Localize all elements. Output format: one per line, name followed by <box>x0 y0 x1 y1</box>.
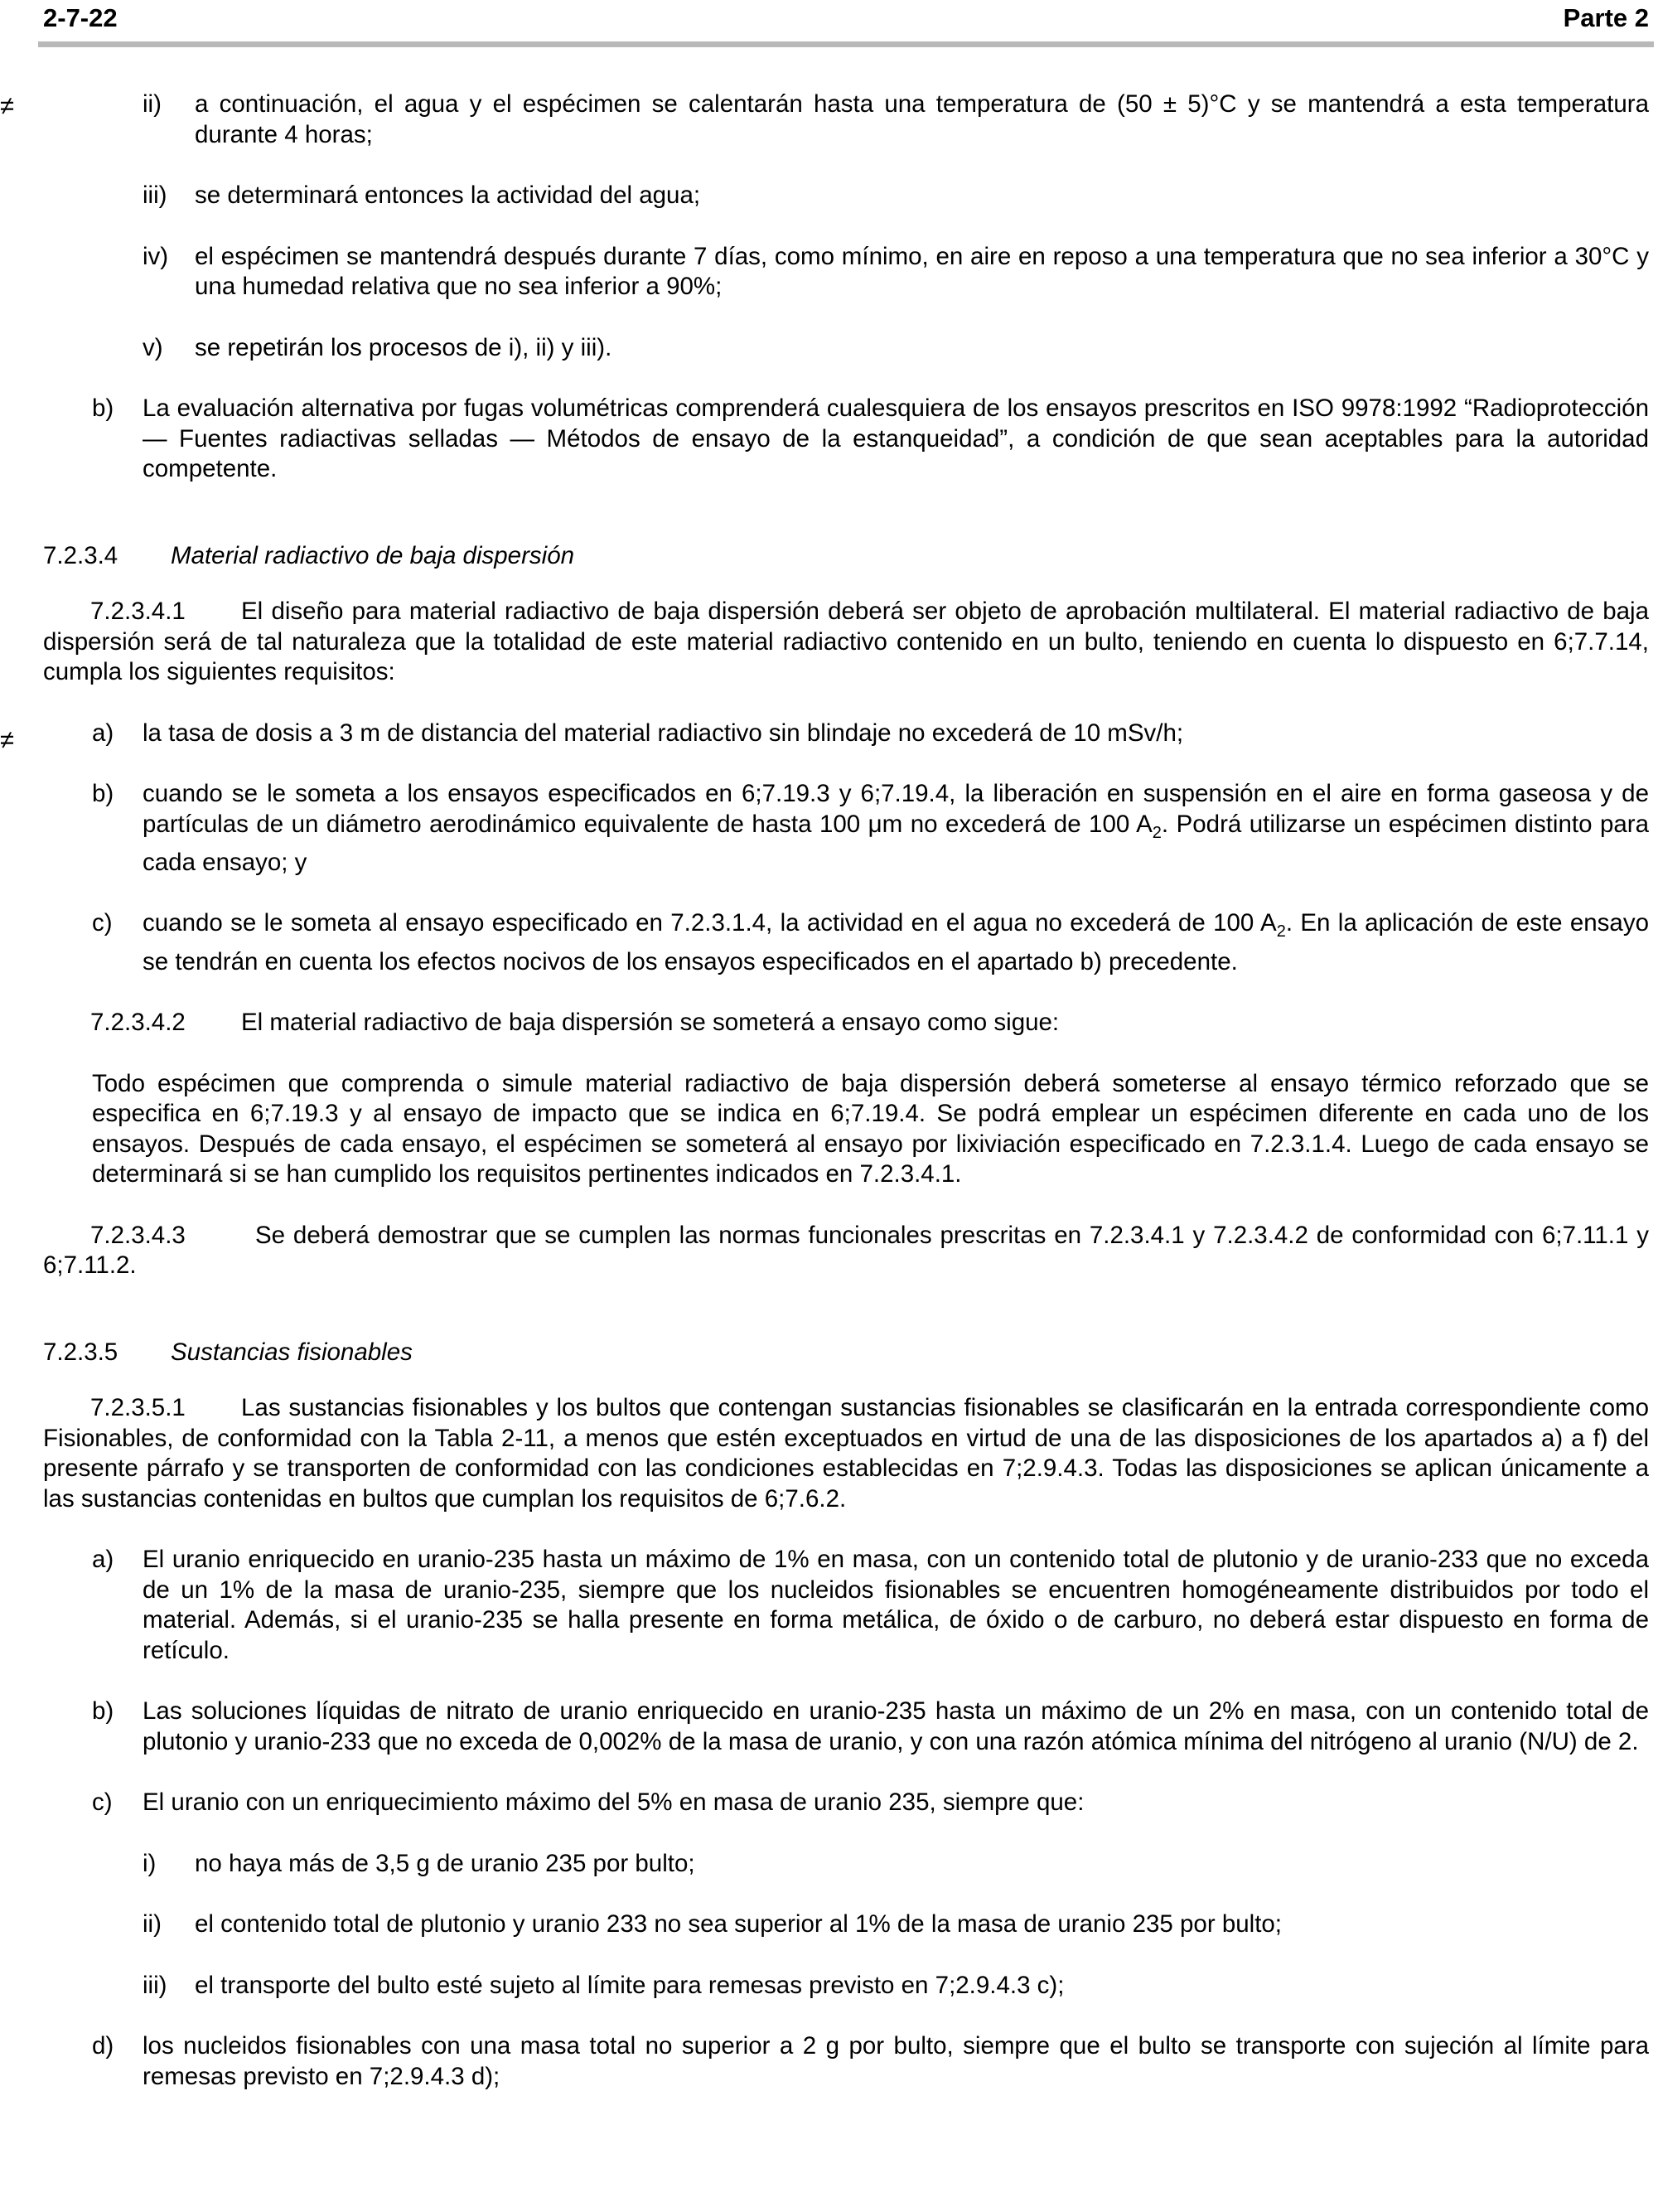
roman-list <box>143 90 1649 363</box>
list-item <box>143 1971 1649 2001</box>
part-label: Parte 2 <box>1563 3 1649 32</box>
roman-list <box>143 1849 1649 2001</box>
list-item <box>143 242 1649 303</box>
list-item <box>143 333 1649 364</box>
item-label: i) <box>143 1849 157 1877</box>
paragraph: Todo espécimen que comprenda o simule material radiactivo de baja dispersión deberá someterse al ensayo térmico reforzado que se especifica en 6;7.19.3 y al ensayo de impacto que se indica en 6;7.19.4. Se podrá emplear un espécimen diferente en cada uno de los ensayos. Después de cada ensayo, el espécimen se someterá al ensayo por lixiviación especificado en 7.2.3.1.4. Luego de cada ensayo se determinará si se han cumplido los requisitos pertinentes indicados en 7.2.3.4.1. <box>92 1069 1649 1188</box>
paragraph-text: Las sustancias fisionables y los bultos que contengan sustancias fisionables se clasificarán en la entrada correspondiente como Fisionables, de conformidad con la Tabla 2-11, a menos que estén exceptuados en virtud de una de las disposiciones de los apartados a) a f) del presente párrafo y se transporten de conformidad con las condiciones establecidas en 7;2.9.4.3. Todas las disposiciones se aplican únicamente a las sustancias contenidas en bultos que cumplan los requisitos de 6;7.6.2. <box>43 1394 1649 1513</box>
list-item <box>92 1788 1649 1818</box>
change-mark: ≠ <box>0 91 15 120</box>
paragraph-text: El diseño para material radiactivo de baja dispersión deberá ser objeto de aprobación multilateral. El material radiactivo de baja dispersión será de tal naturaleza que la totalidad de este material radiactivo contenido en un bulto, teniendo en cuenta lo dispuesto en 6;7.7.14, cumpla los siguientes requisitos: <box>43 598 1649 685</box>
item-label: ii) <box>143 1910 162 1939</box>
list-item <box>92 1545 1649 1666</box>
item-text: no haya más de 3,5 g de uranio 235 por bulto; <box>195 1849 695 1877</box>
section-heading <box>43 1338 1649 1368</box>
paragraph-text: Se deberá demostrar que se cumplen las normas funcionales prescritas en 7.2.3.4.1 y 7.2.3.4.2 de conformidad con 6;7.11.1 y 6;7.11.2. <box>43 1221 1649 1280</box>
item-label: iii) <box>143 1971 167 1999</box>
list-item <box>92 779 1649 878</box>
list-item <box>143 1849 1649 1880</box>
item-label: b) <box>92 394 114 422</box>
item-label: d) <box>92 2032 114 2060</box>
item-label: b) <box>92 780 114 807</box>
item-label: c) <box>92 909 113 937</box>
item-label: a) <box>92 1546 114 1574</box>
paragraph-number: 7.2.3.4.2 <box>90 1009 186 1037</box>
paragraph <box>90 1008 1649 1038</box>
item-text: El uranio enriquecido en uranio-235 hasta un máximo de 1% en masa, con un contenido total de plutonio y de uranio-233 que no exceda de un 1% de la masa de uranio-235, siempre que los nucleidos fisionables se encuentren homogéneamente distribuidos por todo el material. Además, si el uranio-235 se halla presente en forma metálica, de óxido o de carburo, no deberá estar dispuesto en forma de retículo. <box>143 1546 1649 1664</box>
item-text: se determinará entonces la actividad del agua; <box>195 182 701 209</box>
item-text-part: . En la aplicación de este ensayo se tendrán en cuenta los efectos nocivos de los ensayos especificados en el apartado b) precedente. <box>143 909 1649 975</box>
item-text-part: cuando se le someta al ensayo especificado en 7.2.3.1.4, la actividad en el agua no excederá de 100 A <box>143 909 1277 937</box>
paragraph-number: 7.2.3.4.1 <box>90 598 186 625</box>
list-item <box>92 908 1649 977</box>
section-number: 7.2.3.5 <box>43 1338 118 1366</box>
list-item <box>92 719 1649 749</box>
list-item <box>92 2031 1649 2092</box>
item-text-part: cuando se le someta a los ensayos especificados en 6;7.19.3 y 6;7.19.4, la liberación en suspensión en el aire en forma gaseosa y de partículas de un diámetro aerodinámico equivalente de hasta 100 μm no excederá de 100 A <box>143 780 1649 838</box>
item-label: v) <box>143 333 163 361</box>
item-text: el espécimen se mantendrá después durante 7 días, como mínimo, en aire en reposo a una temperatura que no sea inferior a 30°C y una humedad relativa que no sea inferior a 90%; <box>195 242 1649 300</box>
item-label: ii) <box>143 90 162 118</box>
item-text: la tasa de dosis a 3 m de distancia del material radiactivo sin blindaje no excederá de 10 mSv/h; <box>143 719 1184 747</box>
list-item <box>92 1697 1649 1757</box>
page-header <box>43 2 1649 35</box>
paragraph <box>43 1393 1649 1514</box>
list-item <box>143 1909 1649 1940</box>
item-text <box>143 908 1649 977</box>
section-title: Material radiactivo de baja dispersión <box>171 541 575 569</box>
item-label: iii) <box>143 182 167 209</box>
exceptions-list <box>92 1545 1649 2092</box>
paragraph-number: 7.2.3.5.1 <box>90 1394 186 1422</box>
item-text: los nucleidos fisionables con una masa total no superior a 2 g por bulto, siempre que el bulto se transporte con sujeción al límite para remesas previsto en 7;2.9.4.3 d); <box>143 2032 1649 2090</box>
paragraph <box>43 597 1649 688</box>
requirements-list <box>92 719 1649 978</box>
item-label: c) <box>92 1788 113 1817</box>
paragraph <box>43 1221 1649 1281</box>
item-text: a continuación, el agua y el espécimen se calentarán hasta una temperatura de (50 ± 5)°C y se mantendrá a esta temperatura durante 4 horas; <box>195 90 1649 148</box>
item-text: el transporte del bulto esté sujeto al límite para remesas previsto en 7;2.9.4.3 c); <box>195 1971 1065 1999</box>
header-rule <box>38 41 1654 47</box>
list-item <box>143 181 1649 211</box>
item-label: iv) <box>143 242 169 270</box>
item-text: El uranio con un enriquecimiento máximo del 5% en masa de uranio 235, siempre que: <box>143 1788 1085 1817</box>
item-label: b) <box>92 1697 114 1726</box>
document-body <box>43 90 1649 2092</box>
item-label: a) <box>92 719 114 747</box>
subscript: 2 <box>1276 922 1286 941</box>
subscript: 2 <box>1152 823 1162 842</box>
list-item <box>92 394 1649 485</box>
item-text-part: . Podrá utilizarse un espécimen distinto para cada ensayo; y <box>143 810 1649 876</box>
page-number: 2-7-22 <box>43 3 118 32</box>
section-heading <box>43 541 1649 572</box>
item-text <box>143 779 1649 878</box>
section-title: Sustancias fisionables <box>171 1338 413 1366</box>
item-text: el contenido total de plutonio y uranio 233 no sea superior al 1% de la masa de uranio 235 por bulto; <box>195 1910 1283 1939</box>
item-text: Las soluciones líquidas de nitrato de uranio enriquecido en uranio-235 hasta un máximo de un 2% en masa, con un contenido total de plutonio y uranio-233 que no exceda de 0,002% de la masa de uranio, y con una razón atómica mínima del nitrógeno al uranio (N/U) de 2. <box>143 1697 1649 1755</box>
paragraph-text: El material radiactivo de baja dispersión se someterá a ensayo como sigue: <box>241 1009 1060 1037</box>
section-number: 7.2.3.4 <box>43 541 118 569</box>
item-text: La evaluación alternativa por fugas volumétricas comprenderá cualesquiera de los ensayos prescritos en ISO 9978:1992 “Radioprotección — Fuentes radiactivas selladas — Métodos de ensayo de la estanqueidad”, a condición de que sean aceptables para la autoridad competente. <box>143 394 1649 482</box>
list-item <box>143 90 1649 150</box>
item-text: se repetirán los procesos de i), ii) y iii). <box>195 333 612 361</box>
change-mark: ≠ <box>0 725 15 754</box>
paragraph-number: 7.2.3.4.3 <box>90 1221 186 1249</box>
